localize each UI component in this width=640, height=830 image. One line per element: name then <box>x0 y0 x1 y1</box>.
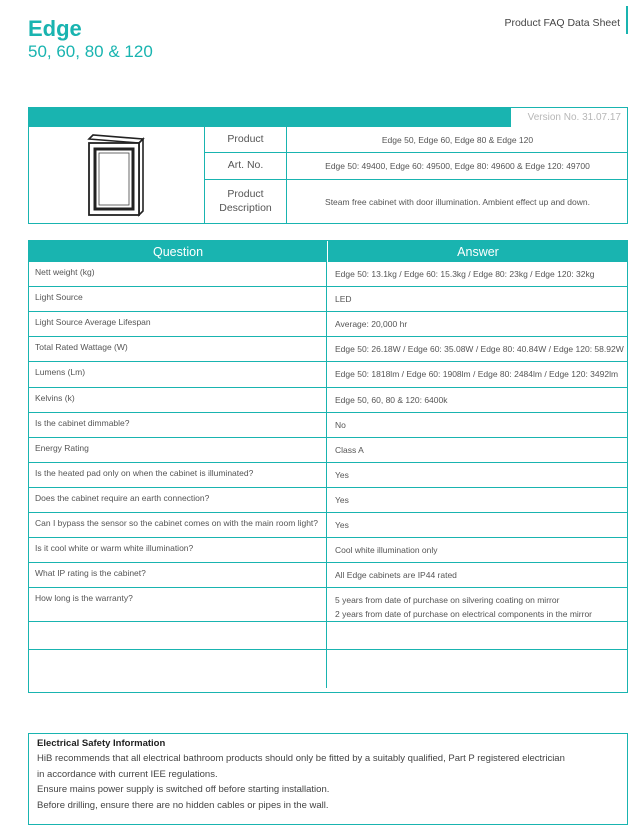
faq-answer-line: Edge 50, 60, 80 & 120: 6400k <box>335 395 448 405</box>
faq-header <box>29 241 627 262</box>
safety-heading: Electrical Safety Information <box>37 738 166 749</box>
faq-row <box>29 588 627 622</box>
faq-answer <box>327 413 627 437</box>
safety-info-box <box>28 733 628 825</box>
faq-question: Light Source Average Lifespan <box>29 312 327 336</box>
faq-row <box>29 362 627 388</box>
header-accent-rule <box>626 6 628 34</box>
faq-row <box>29 488 627 513</box>
faq-answer <box>327 287 627 311</box>
faq-answer-line: All Edge cabinets are IP44 rated <box>335 570 457 580</box>
faq-answer-line: 2 years from date of purchase on electrical components in the mirror <box>335 609 593 620</box>
safety-line: in accordance with current IEE regulations. <box>37 768 218 780</box>
faq-question: Energy Rating <box>29 438 327 462</box>
art-no-value: Edge 50: 49400, Edge 60: 49500, Edge 80: 49600 & Edge 120: 49700 <box>325 161 590 171</box>
faq-answer-line: Cool white illumination only <box>335 545 438 555</box>
faq-answer <box>327 388 627 412</box>
product-label: Product <box>205 127 287 152</box>
answer-column-header: Answer <box>327 241 628 262</box>
faq-answer-line: Yes <box>335 495 349 505</box>
safety-line: Before drilling, ensure there are no hidden cables or pipes in the wall. <box>37 799 329 811</box>
product-image-cell <box>29 127 205 224</box>
faq-answer-line: Yes <box>335 470 349 480</box>
faq-answer-line: Edge 50: 26.18W / Edge 60: 35.08W / Edge 80: 40.84W / Edge 120: 58.92W <box>335 344 624 354</box>
faq-row <box>29 463 627 488</box>
faq-answer-line: No <box>335 420 346 430</box>
faq-answer <box>327 488 627 512</box>
faq-row <box>29 262 627 287</box>
faq-answer-line: Average: 20,000 hr <box>335 319 408 329</box>
faq-row <box>29 650 627 688</box>
mirror-cabinet-illustration <box>29 127 205 224</box>
faq-question: Total Rated Wattage (W) <box>29 337 327 361</box>
safety-line: Ensure mains power supply is switched off before starting installation. <box>37 784 330 795</box>
faq-answer-line: Class A <box>335 445 364 455</box>
question-column-header: Question <box>152 244 204 259</box>
faq-answer <box>327 463 627 487</box>
faq-answer-line: 5 years from date of purchase on silvering coating on mirror <box>335 595 560 605</box>
faq-row <box>29 622 627 650</box>
faq-answer <box>327 438 627 462</box>
description-value: Steam free cabinet with door illumination. Ambient effect up and down. <box>325 197 590 207</box>
faq-question: Nett weight (kg) <box>29 262 327 286</box>
faq-answer <box>327 588 627 621</box>
faq-row <box>29 388 627 413</box>
faq-question: Can I bypass the sensor so the cabinet comes on with the main room light? <box>29 513 327 537</box>
faq-answer <box>327 650 627 688</box>
faq-answer-line: Edge 50: 13.1kg / Edge 60: 15.3kg / Edge 80: 23kg / Edge 120: 32kg <box>335 269 595 279</box>
safety-line: HiB recommends that all electrical bathroom products should only be fitted by a suitably qualified, Part P registered electrician <box>37 753 565 764</box>
faq-answer <box>327 538 627 562</box>
faq-answer <box>327 362 627 387</box>
art-no-row <box>205 153 628 180</box>
faq-answer-line: Edge 50: 1818lm / Edge 60: 1908lm / Edge 80: 2484lm / Edge 120: 3492lm <box>335 369 619 379</box>
faq-question: What IP rating is the cabinet? <box>29 563 327 587</box>
faq-answer <box>327 622 627 649</box>
faq-answer <box>327 312 627 336</box>
faq-table <box>28 240 628 693</box>
product-subtitle: 50, 60, 80 & 120 <box>28 42 153 61</box>
faq-question: How long is the warranty? <box>29 588 327 621</box>
faq-question: Is it cool white or warm white illumination? <box>29 538 327 562</box>
safety-text <box>37 751 619 813</box>
description-label: Product Description <box>205 180 287 224</box>
faq-row <box>29 312 627 337</box>
faq-row <box>29 337 627 362</box>
doc-type-label: Product FAQ Data Sheet <box>504 17 620 29</box>
faq-question: Kelvins (k) <box>29 388 327 412</box>
faq-row <box>29 287 627 312</box>
faq-row <box>29 538 627 563</box>
art-no-label: Art. No. <box>205 153 287 179</box>
faq-question <box>29 622 327 649</box>
product-info-box <box>28 107 628 224</box>
description-row <box>205 180 628 224</box>
faq-question: Lumens (Lm) <box>29 362 327 387</box>
faq-answer <box>327 513 627 537</box>
faq-row <box>29 513 627 538</box>
product-value: Edge 50, Edge 60, Edge 80 & Edge 120 <box>381 134 534 145</box>
product-title: Edge <box>28 16 82 41</box>
faq-question: Light Source <box>29 287 327 311</box>
faq-question: Does the cabinet require an earth connection? <box>29 488 327 512</box>
faq-answer-line: Yes <box>335 520 349 530</box>
faq-question <box>29 650 327 688</box>
faq-answer <box>327 563 627 587</box>
faq-answer-line: LED <box>335 294 352 304</box>
faq-row <box>29 413 627 438</box>
faq-question: Is the cabinet dimmable? <box>29 413 327 437</box>
faq-row <box>29 438 627 463</box>
faq-answer <box>327 337 627 361</box>
faq-question: Is the heated pad only on when the cabinet is illuminated? <box>29 463 327 487</box>
faq-answer <box>327 262 627 286</box>
faq-row <box>29 563 627 588</box>
product-row <box>205 127 628 153</box>
version-number: Version No. 31.07.17 <box>510 108 627 127</box>
